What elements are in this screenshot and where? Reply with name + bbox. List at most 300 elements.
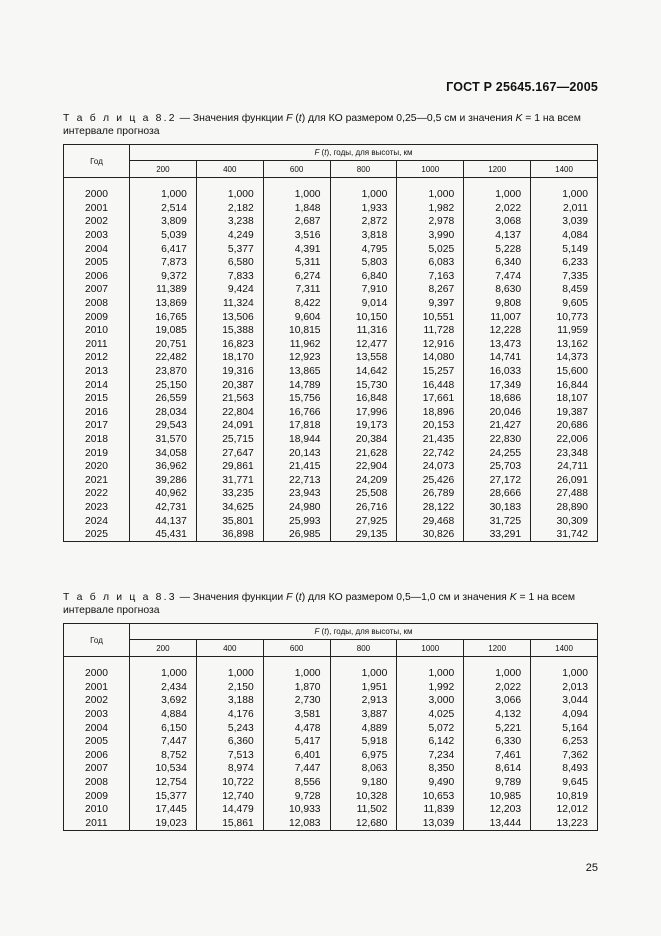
caption-text: для КО размером 0,25—0,5 см и значения bbox=[305, 113, 516, 124]
caption-t: t bbox=[298, 592, 302, 603]
value-cell: 15,730 bbox=[330, 378, 397, 392]
year-cell: 2011 bbox=[64, 338, 130, 352]
year-cell: 2012 bbox=[64, 351, 130, 365]
value-cell: 10,819 bbox=[531, 789, 598, 803]
value-cell: 34,625 bbox=[196, 501, 263, 515]
value-cell: 7,362 bbox=[531, 749, 598, 763]
value-cell: 2,150 bbox=[196, 681, 263, 695]
value-cell: 31,742 bbox=[531, 528, 598, 542]
year-cell: 2000 bbox=[64, 188, 130, 202]
value-cell: 5,417 bbox=[263, 735, 330, 749]
value-cell: 13,473 bbox=[464, 338, 531, 352]
group-header-f: F bbox=[314, 627, 320, 636]
value-cell: 3,581 bbox=[263, 708, 330, 722]
year-cell: 2007 bbox=[64, 762, 130, 776]
value-cell: 13,223 bbox=[531, 817, 598, 831]
value-cell: 10,933 bbox=[263, 803, 330, 817]
year-cell: 2017 bbox=[64, 419, 130, 433]
value-cell: 21,415 bbox=[263, 460, 330, 474]
value-cell: 11,316 bbox=[330, 324, 397, 338]
caption-text: = 1 на всем интервале прогноза bbox=[63, 592, 576, 616]
value-cell: 7,873 bbox=[130, 256, 197, 270]
caption-paren: ( bbox=[292, 113, 299, 124]
value-cell: 9,789 bbox=[464, 776, 531, 790]
value-cell: 3,887 bbox=[330, 708, 397, 722]
year-cell: 2003 bbox=[64, 229, 130, 243]
value-cell: 15,388 bbox=[196, 324, 263, 338]
value-cell: 18,107 bbox=[531, 392, 598, 406]
caption-paren: ) bbox=[301, 113, 306, 124]
value-cell: 6,253 bbox=[531, 735, 598, 749]
year-cell: 2016 bbox=[64, 406, 130, 420]
gap-cell bbox=[64, 657, 130, 668]
value-cell: 18,170 bbox=[196, 351, 263, 365]
altitude-header-row bbox=[64, 161, 598, 178]
value-cell: 9,424 bbox=[196, 283, 263, 297]
value-cell: 17,996 bbox=[330, 406, 397, 420]
year-cell: 2001 bbox=[64, 681, 130, 695]
header-gap-row bbox=[64, 657, 598, 668]
value-cell: 5,803 bbox=[330, 256, 397, 270]
value-cell: 9,180 bbox=[330, 776, 397, 790]
value-cell: 10,328 bbox=[330, 789, 397, 803]
group-header-paren: ( bbox=[319, 627, 325, 636]
value-cell: 28,666 bbox=[464, 487, 531, 501]
caption-label: Т а б л и ц а 8.3 bbox=[63, 592, 177, 603]
year-cell: 2022 bbox=[64, 487, 130, 501]
group-header-f: F bbox=[314, 148, 320, 157]
header-gap-row bbox=[64, 178, 598, 189]
altitude-header-1400: 1400 bbox=[531, 640, 598, 657]
table-row bbox=[64, 378, 598, 392]
value-cell: 4,025 bbox=[397, 708, 464, 722]
value-cell: 8,614 bbox=[464, 762, 531, 776]
table-row bbox=[64, 365, 598, 379]
value-cell: 15,756 bbox=[263, 392, 330, 406]
value-cell: 9,490 bbox=[397, 776, 464, 790]
value-cell: 6,360 bbox=[196, 735, 263, 749]
value-cell: 10,653 bbox=[397, 789, 464, 803]
value-cell: 6,401 bbox=[263, 749, 330, 763]
value-cell: 5,311 bbox=[263, 256, 330, 270]
value-cell: 25,508 bbox=[330, 487, 397, 501]
value-cell: 21,427 bbox=[464, 419, 531, 433]
value-cell: 6,274 bbox=[263, 270, 330, 284]
value-cell: 10,150 bbox=[330, 310, 397, 324]
caption-text: — Значения функции bbox=[176, 592, 287, 603]
gap-cell bbox=[130, 178, 197, 189]
value-cell: 6,417 bbox=[130, 242, 197, 256]
altitude-header-row bbox=[64, 640, 598, 657]
caption-f: F bbox=[286, 113, 293, 124]
value-cell: 33,291 bbox=[464, 528, 531, 542]
year-cell: 2010 bbox=[64, 803, 130, 817]
table-row bbox=[64, 708, 598, 722]
table-row bbox=[64, 749, 598, 763]
value-cell: 4,884 bbox=[130, 708, 197, 722]
table-row bbox=[64, 487, 598, 501]
value-cell: 21,435 bbox=[397, 433, 464, 447]
altitude-header-600: 600 bbox=[263, 640, 330, 657]
value-cell: 23,348 bbox=[531, 446, 598, 460]
year-cell: 2004 bbox=[64, 721, 130, 735]
value-cell: 24,980 bbox=[263, 501, 330, 515]
value-cell: 16,765 bbox=[130, 310, 197, 324]
table-row bbox=[64, 242, 598, 256]
value-cell: 3,516 bbox=[263, 229, 330, 243]
value-cell: 35,801 bbox=[196, 514, 263, 528]
year-cell: 2002 bbox=[64, 215, 130, 229]
value-cell: 2,182 bbox=[196, 202, 263, 216]
value-cell: 14,789 bbox=[263, 378, 330, 392]
value-cell: 16,844 bbox=[531, 378, 598, 392]
value-cell: 25,150 bbox=[130, 378, 197, 392]
year-cell: 2001 bbox=[64, 202, 130, 216]
table-row bbox=[64, 735, 598, 749]
value-cell: 2,013 bbox=[531, 681, 598, 695]
value-cell: 1,000 bbox=[196, 188, 263, 202]
value-cell: 7,474 bbox=[464, 270, 531, 284]
value-cell: 22,482 bbox=[130, 351, 197, 365]
table-row bbox=[64, 681, 598, 695]
altitude-header-600: 600 bbox=[263, 161, 330, 178]
table-row bbox=[64, 297, 598, 311]
value-cell: 12,923 bbox=[263, 351, 330, 365]
value-cell: 10,773 bbox=[531, 310, 598, 324]
table-8-2 bbox=[63, 144, 598, 542]
value-cell: 26,091 bbox=[531, 473, 598, 487]
value-cell: 34,058 bbox=[130, 446, 197, 460]
value-cell: 27,488 bbox=[531, 487, 598, 501]
value-cell: 6,233 bbox=[531, 256, 598, 270]
year-column-header: Год bbox=[64, 624, 130, 657]
gap-cell bbox=[464, 657, 531, 668]
value-cell: 23,870 bbox=[130, 365, 197, 379]
value-cell: 28,034 bbox=[130, 406, 197, 420]
value-cell: 24,711 bbox=[531, 460, 598, 474]
value-cell: 7,833 bbox=[196, 270, 263, 284]
value-cell: 31,570 bbox=[130, 433, 197, 447]
document-header bbox=[446, 80, 598, 94]
value-cell: 4,137 bbox=[464, 229, 531, 243]
table-row bbox=[64, 202, 598, 216]
value-cell: 20,686 bbox=[531, 419, 598, 433]
value-cell: 12,228 bbox=[464, 324, 531, 338]
value-cell: 27,925 bbox=[330, 514, 397, 528]
value-cell: 8,493 bbox=[531, 762, 598, 776]
value-cell: 1,000 bbox=[531, 188, 598, 202]
value-cell: 5,221 bbox=[464, 721, 531, 735]
value-cell: 13,162 bbox=[531, 338, 598, 352]
value-cell: 39,286 bbox=[130, 473, 197, 487]
value-cell: 14,741 bbox=[464, 351, 531, 365]
year-cell: 2014 bbox=[64, 378, 130, 392]
value-cell: 2,514 bbox=[130, 202, 197, 216]
year-cell: 2010 bbox=[64, 324, 130, 338]
value-cell: 24,255 bbox=[464, 446, 531, 460]
caption-text: — Значения функции bbox=[176, 113, 287, 124]
table-row bbox=[64, 270, 598, 284]
value-cell: 9,728 bbox=[263, 789, 330, 803]
value-cell: 31,771 bbox=[196, 473, 263, 487]
gap-cell bbox=[531, 178, 598, 189]
value-cell: 10,551 bbox=[397, 310, 464, 324]
value-cell: 28,890 bbox=[531, 501, 598, 515]
altitude-header-200: 200 bbox=[130, 161, 197, 178]
value-cell: 6,580 bbox=[196, 256, 263, 270]
value-cell: 5,072 bbox=[397, 721, 464, 735]
value-cell: 14,080 bbox=[397, 351, 464, 365]
value-cell: 1,000 bbox=[130, 667, 197, 681]
value-cell: 8,974 bbox=[196, 762, 263, 776]
value-cell: 3,818 bbox=[330, 229, 397, 243]
value-cell: 9,372 bbox=[130, 270, 197, 284]
caption-k: K bbox=[515, 113, 523, 124]
caption-paren: ) bbox=[301, 592, 306, 603]
value-cell: 11,502 bbox=[330, 803, 397, 817]
value-cell: 7,335 bbox=[531, 270, 598, 284]
value-cell: 9,808 bbox=[464, 297, 531, 311]
value-cell: 12,916 bbox=[397, 338, 464, 352]
caption-label: Т а б л и ц а 8.2 bbox=[63, 113, 177, 124]
value-cell: 12,740 bbox=[196, 789, 263, 803]
altitude-header-400: 400 bbox=[196, 161, 263, 178]
year-cell: 2008 bbox=[64, 776, 130, 790]
value-cell: 1,933 bbox=[330, 202, 397, 216]
year-cell: 2005 bbox=[64, 735, 130, 749]
table-row bbox=[64, 667, 598, 681]
altitude-group-header bbox=[130, 145, 598, 161]
value-cell: 8,422 bbox=[263, 297, 330, 311]
group-header-text: ), годы, для высоты, км bbox=[326, 627, 413, 636]
value-cell: 4,391 bbox=[263, 242, 330, 256]
year-cell: 2007 bbox=[64, 283, 130, 297]
year-column-header: Год bbox=[64, 145, 130, 178]
table-row bbox=[64, 460, 598, 474]
value-cell: 22,904 bbox=[330, 460, 397, 474]
table-row bbox=[64, 338, 598, 352]
value-cell: 23,943 bbox=[263, 487, 330, 501]
value-cell: 4,094 bbox=[531, 708, 598, 722]
year-cell: 2021 bbox=[64, 473, 130, 487]
value-cell: 10,722 bbox=[196, 776, 263, 790]
altitude-header-1000: 1000 bbox=[397, 161, 464, 178]
table-row bbox=[64, 283, 598, 297]
value-cell: 33,235 bbox=[196, 487, 263, 501]
value-cell: 15,377 bbox=[130, 789, 197, 803]
year-cell: 2018 bbox=[64, 433, 130, 447]
altitude-header-200: 200 bbox=[130, 640, 197, 657]
value-cell: 4,478 bbox=[263, 721, 330, 735]
value-cell: 26,985 bbox=[263, 528, 330, 542]
value-cell: 29,543 bbox=[130, 419, 197, 433]
year-cell: 2011 bbox=[64, 817, 130, 831]
value-cell: 18,686 bbox=[464, 392, 531, 406]
year-cell: 2004 bbox=[64, 242, 130, 256]
value-cell: 1,000 bbox=[263, 188, 330, 202]
value-cell: 3,039 bbox=[531, 215, 598, 229]
value-cell: 7,311 bbox=[263, 283, 330, 297]
caption-paren: ( bbox=[292, 592, 299, 603]
value-cell: 4,176 bbox=[196, 708, 263, 722]
altitude-header-1200: 1200 bbox=[464, 640, 531, 657]
value-cell: 3,238 bbox=[196, 215, 263, 229]
value-cell: 18,896 bbox=[397, 406, 464, 420]
value-cell: 20,153 bbox=[397, 419, 464, 433]
gap-cell bbox=[330, 178, 397, 189]
altitude-header-1200: 1200 bbox=[464, 161, 531, 178]
value-cell: 19,023 bbox=[130, 817, 197, 831]
table-row bbox=[64, 789, 598, 803]
value-cell: 30,309 bbox=[531, 514, 598, 528]
value-cell: 11,839 bbox=[397, 803, 464, 817]
caption-k: K bbox=[509, 592, 517, 603]
value-cell: 12,680 bbox=[330, 817, 397, 831]
value-cell: 13,039 bbox=[397, 817, 464, 831]
value-cell: 6,975 bbox=[330, 749, 397, 763]
value-cell: 3,990 bbox=[397, 229, 464, 243]
value-cell: 10,534 bbox=[130, 762, 197, 776]
value-cell: 22,830 bbox=[464, 433, 531, 447]
value-cell: 9,605 bbox=[531, 297, 598, 311]
value-cell: 1,000 bbox=[397, 188, 464, 202]
table-body bbox=[64, 657, 598, 831]
group-header-text: ), годы, для высоты, км bbox=[326, 148, 413, 157]
value-cell: 5,164 bbox=[531, 721, 598, 735]
value-cell: 3,692 bbox=[130, 694, 197, 708]
value-cell: 2,913 bbox=[330, 694, 397, 708]
value-cell: 9,397 bbox=[397, 297, 464, 311]
value-cell: 20,751 bbox=[130, 338, 197, 352]
table-row bbox=[64, 351, 598, 365]
value-cell: 6,340 bbox=[464, 256, 531, 270]
value-cell: 1,870 bbox=[263, 681, 330, 695]
group-header-paren: ( bbox=[319, 148, 325, 157]
gap-cell bbox=[397, 178, 464, 189]
value-cell: 2,011 bbox=[531, 202, 598, 216]
value-cell: 36,898 bbox=[196, 528, 263, 542]
altitude-header-1000: 1000 bbox=[397, 640, 464, 657]
value-cell: 21,563 bbox=[196, 392, 263, 406]
value-cell: 5,025 bbox=[397, 242, 464, 256]
value-cell: 1,000 bbox=[531, 667, 598, 681]
value-cell: 3,809 bbox=[130, 215, 197, 229]
value-cell: 9,604 bbox=[263, 310, 330, 324]
value-cell: 24,073 bbox=[397, 460, 464, 474]
value-cell: 14,373 bbox=[531, 351, 598, 365]
table-row bbox=[64, 433, 598, 447]
value-cell: 12,083 bbox=[263, 817, 330, 831]
value-cell: 1,000 bbox=[464, 667, 531, 681]
value-cell: 20,384 bbox=[330, 433, 397, 447]
gap-cell bbox=[196, 657, 263, 668]
value-cell: 15,600 bbox=[531, 365, 598, 379]
value-cell: 28,122 bbox=[397, 501, 464, 515]
year-cell: 2005 bbox=[64, 256, 130, 270]
table-8-2-caption bbox=[63, 112, 598, 138]
gap-cell bbox=[64, 178, 130, 189]
altitude-header-800: 800 bbox=[330, 640, 397, 657]
value-cell: 5,243 bbox=[196, 721, 263, 735]
value-cell: 16,823 bbox=[196, 338, 263, 352]
year-cell: 2020 bbox=[64, 460, 130, 474]
caption-f: F bbox=[286, 592, 293, 603]
value-cell: 7,447 bbox=[130, 735, 197, 749]
value-cell: 5,377 bbox=[196, 242, 263, 256]
standard-id: ГОСТ Р 25645.167—2005 bbox=[446, 80, 598, 94]
value-cell: 30,183 bbox=[464, 501, 531, 515]
value-cell: 17,349 bbox=[464, 378, 531, 392]
caption-text: для КО размером 0,5—1,0 см и значения bbox=[305, 592, 510, 603]
value-cell: 6,083 bbox=[397, 256, 464, 270]
value-cell: 8,556 bbox=[263, 776, 330, 790]
value-cell: 29,861 bbox=[196, 460, 263, 474]
gap-cell bbox=[330, 657, 397, 668]
value-cell: 7,163 bbox=[397, 270, 464, 284]
value-cell: 11,959 bbox=[531, 324, 598, 338]
value-cell: 9,645 bbox=[531, 776, 598, 790]
value-cell: 15,861 bbox=[196, 817, 263, 831]
year-cell: 2002 bbox=[64, 694, 130, 708]
gap-cell bbox=[397, 657, 464, 668]
year-cell: 2013 bbox=[64, 365, 130, 379]
value-cell: 5,918 bbox=[330, 735, 397, 749]
value-cell: 36,962 bbox=[130, 460, 197, 474]
altitude-header-1400: 1400 bbox=[531, 161, 598, 178]
value-cell: 44,137 bbox=[130, 514, 197, 528]
value-cell: 16,848 bbox=[330, 392, 397, 406]
value-cell: 5,039 bbox=[130, 229, 197, 243]
value-cell: 4,249 bbox=[196, 229, 263, 243]
value-cell: 1,000 bbox=[397, 667, 464, 681]
page-number: 25 bbox=[585, 862, 598, 874]
value-cell: 8,267 bbox=[397, 283, 464, 297]
value-cell: 1,000 bbox=[464, 188, 531, 202]
value-cell: 27,172 bbox=[464, 473, 531, 487]
value-cell: 2,872 bbox=[330, 215, 397, 229]
value-cell: 20,387 bbox=[196, 378, 263, 392]
value-cell: 12,754 bbox=[130, 776, 197, 790]
value-cell: 1,992 bbox=[397, 681, 464, 695]
value-cell: 8,630 bbox=[464, 283, 531, 297]
value-cell: 11,728 bbox=[397, 324, 464, 338]
year-cell: 2025 bbox=[64, 528, 130, 542]
value-cell: 29,468 bbox=[397, 514, 464, 528]
table-row bbox=[64, 721, 598, 735]
table-row bbox=[64, 762, 598, 776]
value-cell: 3,044 bbox=[531, 694, 598, 708]
value-cell: 16,033 bbox=[464, 365, 531, 379]
table-row bbox=[64, 310, 598, 324]
value-cell: 6,330 bbox=[464, 735, 531, 749]
table-row bbox=[64, 229, 598, 243]
value-cell: 19,316 bbox=[196, 365, 263, 379]
value-cell: 22,804 bbox=[196, 406, 263, 420]
value-cell: 25,426 bbox=[397, 473, 464, 487]
value-cell: 17,818 bbox=[263, 419, 330, 433]
value-cell: 7,513 bbox=[196, 749, 263, 763]
value-cell: 1,000 bbox=[196, 667, 263, 681]
value-cell: 7,447 bbox=[263, 762, 330, 776]
value-cell: 2,730 bbox=[263, 694, 330, 708]
value-cell: 22,006 bbox=[531, 433, 598, 447]
year-cell: 2006 bbox=[64, 749, 130, 763]
table-row bbox=[64, 694, 598, 708]
value-cell: 12,203 bbox=[464, 803, 531, 817]
value-cell: 25,715 bbox=[196, 433, 263, 447]
value-cell: 8,459 bbox=[531, 283, 598, 297]
value-cell: 19,085 bbox=[130, 324, 197, 338]
